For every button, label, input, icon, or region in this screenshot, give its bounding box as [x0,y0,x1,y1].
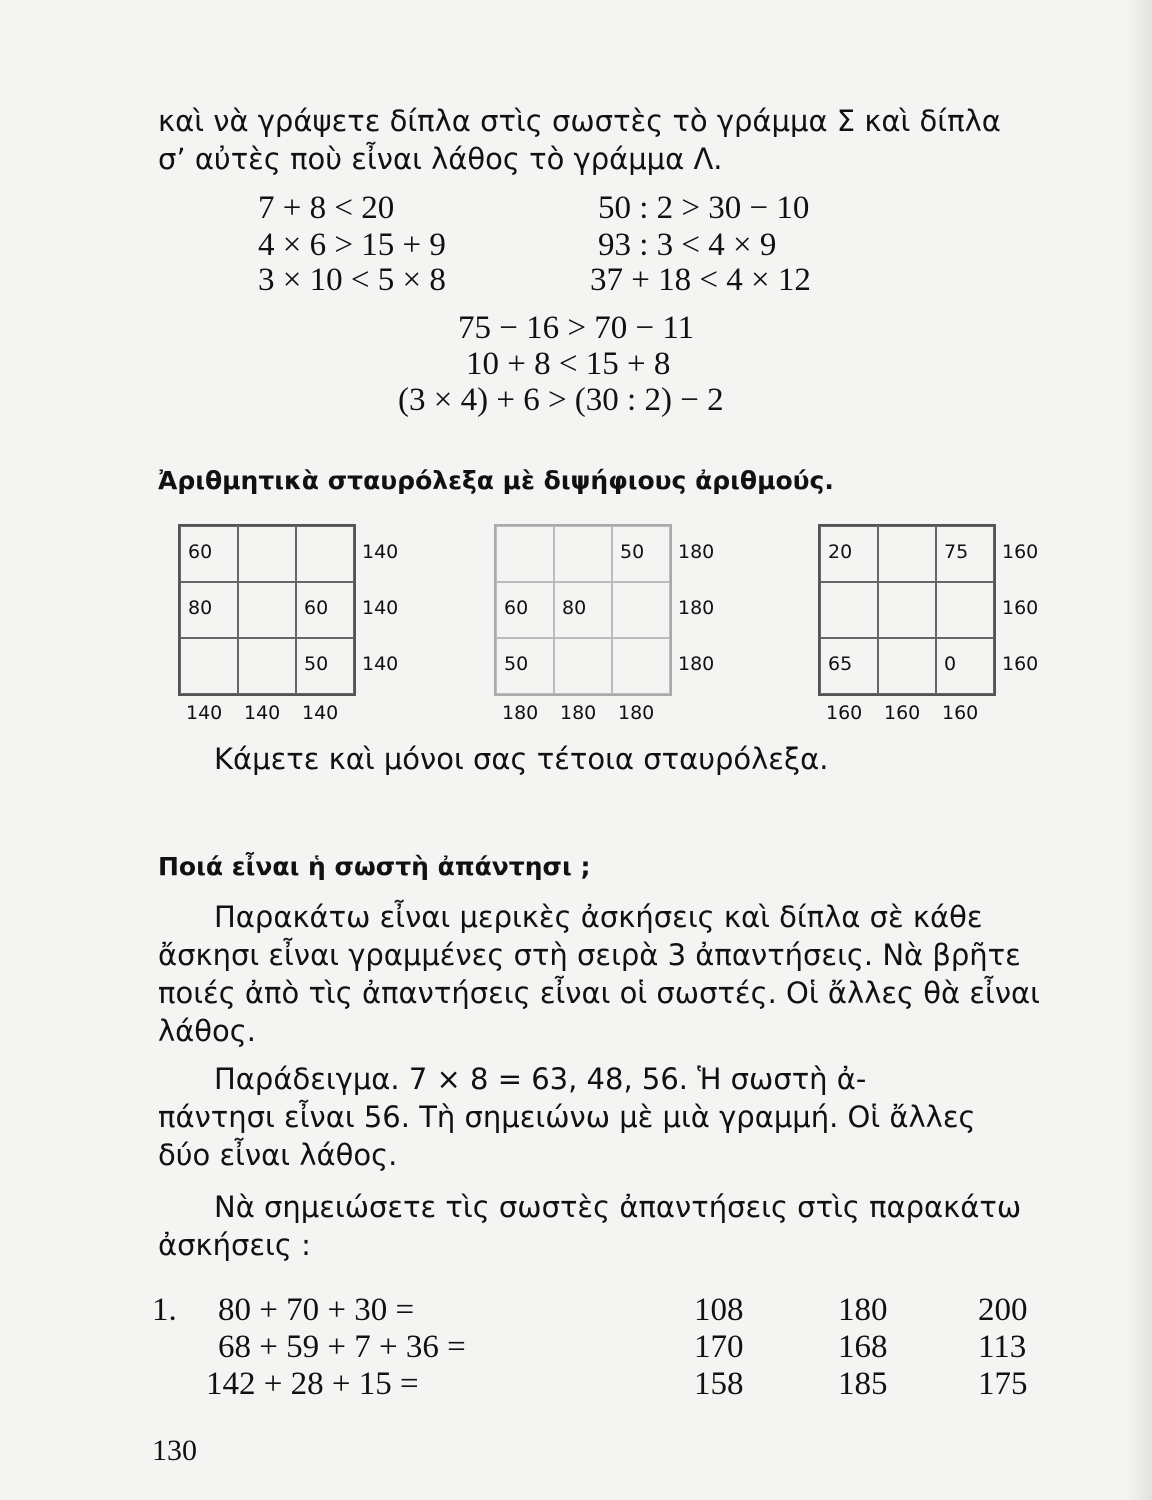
crossword-col-sum: 140 [244,702,281,724]
crossword-row-sum: 140 [362,541,399,563]
crossword-row-sum: 160 [1002,541,1039,563]
inequality: 93 : 3 < 4 × 9 [598,227,777,263]
inequality: 50 : 2 > 30 − 10 [598,190,810,226]
crossword-row-sum: 140 [362,653,399,675]
crossword-cell [238,526,296,582]
crossword-cell [878,582,936,638]
exercise-option[interactable]: 175 [978,1366,1028,1402]
exercise-option[interactable]: 168 [838,1329,888,1365]
crossword-cell-value: 20 [828,541,853,563]
crosswords-heading: Ἀριθμητικὰ σταυρόλεξα μὲ διψήφιους ἀριθμούς. [158,466,834,495]
para1-line: λάθος. [158,1014,257,1048]
crossword-cell-value: 50 [620,541,645,563]
crossword-cell-value: 0 [944,653,957,675]
crossword-col-sum: 180 [618,702,655,724]
para1-line: Παρακάτω εἶναι μερικὲς ἀσκήσεις καὶ δίπλα σὲ κάθε [214,900,983,934]
page-number: 130 [152,1434,197,1467]
crossword-cell [238,582,296,638]
crossword-cell [554,526,612,582]
crossword-cell [496,526,554,582]
crossword-cell [878,638,936,694]
crossword-cell-value: 80 [562,597,587,619]
crossword-cell-value: 75 [944,541,969,563]
crossword-cell-value: 60 [188,541,213,563]
crossword-cell-value: 50 [304,653,329,675]
crossword-cell-value: 60 [504,597,529,619]
crossword-cell [554,638,612,694]
crossword-cell [180,638,238,694]
inequality: 3 × 10 < 5 × 8 [258,262,446,298]
intro-line-1: καὶ νὰ γράψετε δίπλα στὶς σωστὲς τὸ γράμμα Σ καὶ δίπλα [158,104,1001,138]
exercise-option[interactable]: 180 [838,1292,888,1328]
crossword-col-sum: 160 [942,702,979,724]
crossword-cell [612,582,670,638]
exercise-option[interactable]: 185 [838,1366,888,1402]
page-edge [1126,0,1152,1500]
crossword-cell [936,582,994,638]
exercise-number: 1. [152,1292,177,1328]
crossword-row-sum: 180 [678,597,715,619]
para2-line: ἀσκήσεις : [158,1228,311,1262]
crossword-col-sum: 160 [884,702,921,724]
crossword-col-sum: 180 [502,702,539,724]
inequality: 37 + 18 < 4 × 12 [590,262,811,298]
exercise-option[interactable]: 200 [978,1292,1028,1328]
crossword-cell [296,526,354,582]
exercise-expression: 142 + 28 + 15 = [206,1366,419,1402]
crossword-row-sum: 180 [678,541,715,563]
crossword-cell-value: 80 [188,597,213,619]
crossword-cell-value: 50 [504,653,529,675]
intro-line-2: σ’ αὐτὲς ποὺ εἶναι λάθος τὸ γράμμα Λ. [158,142,723,176]
crossword-cell [238,638,296,694]
inequality: (3 × 4) + 6 > (30 : 2) − 2 [398,382,724,418]
crosswords-instruction: Κάμετε καὶ μόνοι σας τέτοια σταυρόλεξα. [214,742,829,776]
example-line: δύο εἶναι λάθος. [158,1138,398,1172]
example-line: Παράδειγμα. 7 × 8 = 63, 48, 56. Ἡ σωστὴ ἀ- [214,1062,867,1096]
exercise-option[interactable]: 113 [978,1329,1027,1365]
example-line: πάντησι εἶναι 56. Τὴ σημειώνω μὲ μιὰ γραμμή. Οἱ ἄλλες [158,1100,976,1134]
crossword-cell [612,638,670,694]
crossword-col-sum: 160 [826,702,863,724]
exercise-option[interactable]: 170 [694,1329,744,1365]
para1-line: ἄσκησι εἶναι γραμμένες στὴ σειρὰ 3 ἀπαντήσεις. Νὰ βρῆτε [158,938,1021,972]
crossword-row-sum: 180 [678,653,715,675]
crossword-cell-value: 65 [828,653,853,675]
crossword-cell-value: 60 [304,597,329,619]
exercise-expression: 68 + 59 + 7 + 36 = [218,1329,466,1365]
crossword-col-sum: 140 [186,702,223,724]
crossword-row-sum: 140 [362,597,399,619]
para1-line: ποιές ἀπὸ τὶς ἀπαντήσεις εἶναι οἱ σωστές. Οἱ ἄλλες θὰ εἶναι [158,976,1040,1010]
para2-line: Νὰ σημειώσετε τὶς σωστὲς ἀπαντήσεις στὶς παρακάτω [214,1190,1022,1224]
exercise-option[interactable]: 158 [694,1366,744,1402]
inequality: 4 × 6 > 15 + 9 [258,227,446,263]
crossword-row-sum: 160 [1002,653,1039,675]
inequality: 7 + 8 < 20 [258,190,395,226]
inequality: 10 + 8 < 15 + 8 [466,346,671,382]
crossword-col-sum: 180 [560,702,597,724]
crossword-row-sum: 160 [1002,597,1039,619]
crossword-cell [878,526,936,582]
exercise-expression: 80 + 70 + 30 = [218,1292,415,1328]
answers-heading: Ποιά εἶναι ἡ σωστὴ ἀπάντησι ; [158,852,591,881]
inequality: 75 − 16 > 70 − 11 [458,310,695,346]
crossword-col-sum: 140 [302,702,339,724]
exercise-option[interactable]: 108 [694,1292,744,1328]
crossword-cell [820,582,878,638]
